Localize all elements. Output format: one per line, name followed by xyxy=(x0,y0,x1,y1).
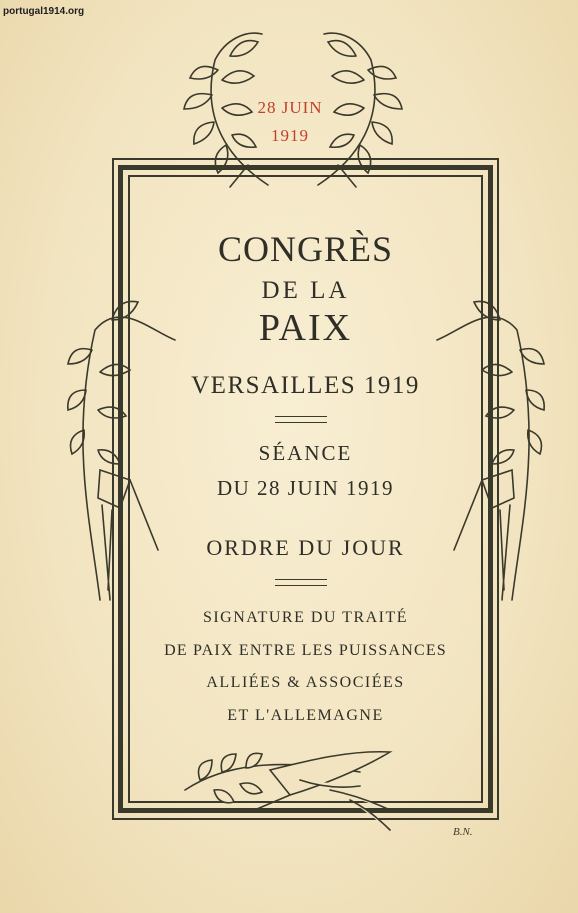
session-label: SÉANCE xyxy=(258,441,353,465)
header-date-year: 1919 xyxy=(271,126,309,145)
place-year: VERSAILLES 1919 xyxy=(191,372,420,399)
header-date-day-month: 28 JUIN xyxy=(257,98,323,117)
session-date: DU 28 JUIN 1919 xyxy=(216,476,395,500)
agenda-item-4: ET L'ALLEMAGNE xyxy=(227,707,384,724)
agenda-item-2: DE PAIX ENTRE LES PUISSANCES xyxy=(164,642,447,659)
divider-rule-2 xyxy=(275,579,327,586)
title-line-de-la: DE LA xyxy=(261,277,350,304)
artist-signature: B.N. xyxy=(453,826,473,838)
agenda-heading: ORDRE DU JOUR xyxy=(206,535,405,560)
agenda-item-1: SIGNATURE DU TRAITÉ xyxy=(202,609,409,626)
title-line-congres: CONGRÈS xyxy=(217,229,394,269)
divider-rule-1 xyxy=(275,416,327,423)
title-line-paix: PAIX xyxy=(258,307,353,349)
agenda-item-3: ALLIÉES & ASSOCIÉES xyxy=(206,674,405,691)
watermark-text: portugal1914.org xyxy=(3,6,85,17)
